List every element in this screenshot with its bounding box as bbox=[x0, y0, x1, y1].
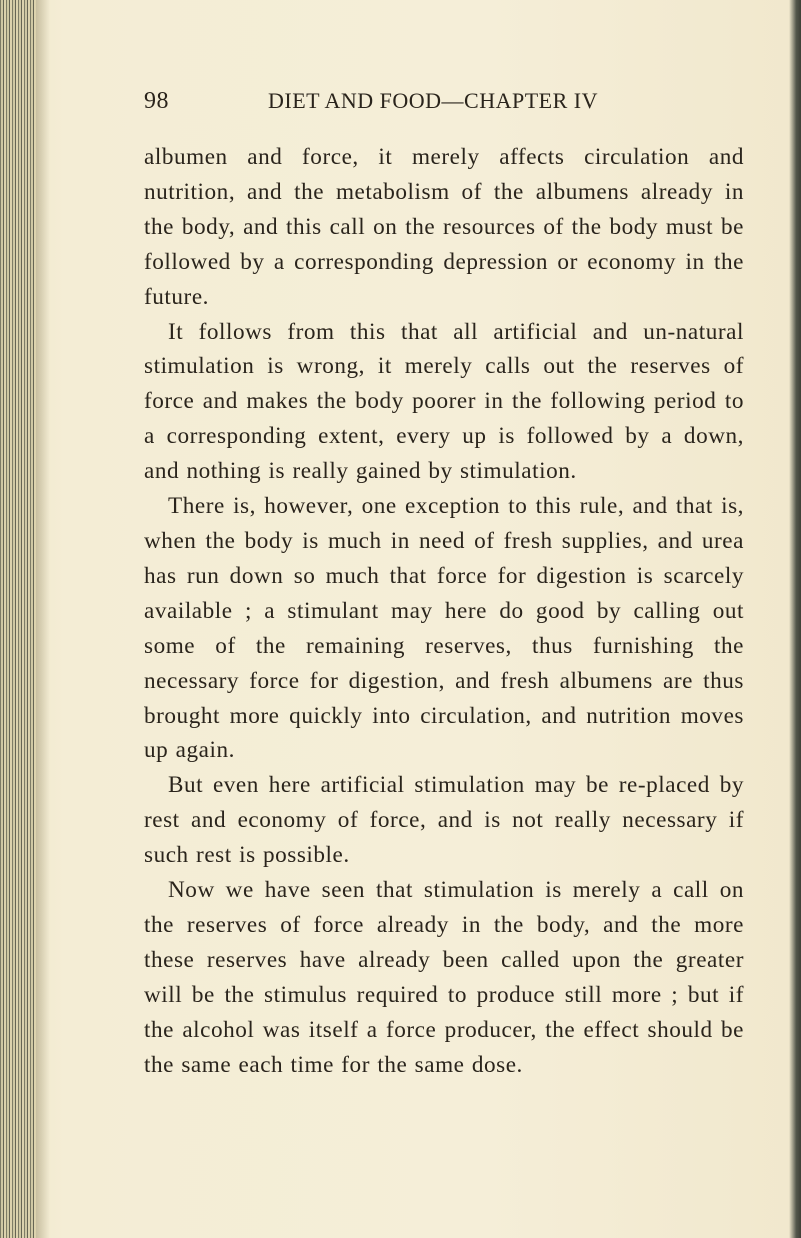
gutter-shadow bbox=[36, 0, 50, 1238]
paragraph-2: It follows from this that all artificial and un-natural stimulation is wrong, it merely calls out the reserves of force and makes the body poorer in the following period to a corresponding extent, every up is followed by a down, and nothing is really gained by stimulation. bbox=[144, 318, 744, 485]
paragraph-3: There is, however, one exception to this rule, and that is, when the body is much in need of fresh supplies, and urea has run down so much that force for digestion is scarcely available ; a stimulant may here do good by calling out some of the remaining reserves, thus furnishing the necessary force for digestion, and fresh albumens are thus brought more quickly into circulation, and nutrition moves up again. bbox=[144, 493, 744, 764]
paragraph-4: But even here artificial stimulation may be re-placed by rest and economy of force, and is not really necessary if such rest is possible. bbox=[144, 772, 744, 869]
page-header bbox=[144, 88, 744, 118]
book-gutter bbox=[0, 0, 36, 1238]
paragraph-5: Now we have seen that stimulation is merely a call on the reserves of force already in the body, and the more these reserves have already been called upon the greater will be the stimulus required to produce still more ; but if the alcohol was itself a force producer, the effect should be the same each time for the same dose. bbox=[144, 877, 744, 1078]
page-number: 98 bbox=[144, 88, 169, 114]
paragraph-1: albumen and force, it merely affects circulation and nutrition, and the metabolism of the albumens already in the body, and this call on the resources of the body must be followed by a corresponding depression or economy in the future. bbox=[144, 144, 744, 310]
body-text bbox=[144, 140, 744, 1082]
page-edge bbox=[789, 0, 801, 1238]
running-head: DIET AND FOOD—CHAPTER IV bbox=[268, 88, 598, 113]
